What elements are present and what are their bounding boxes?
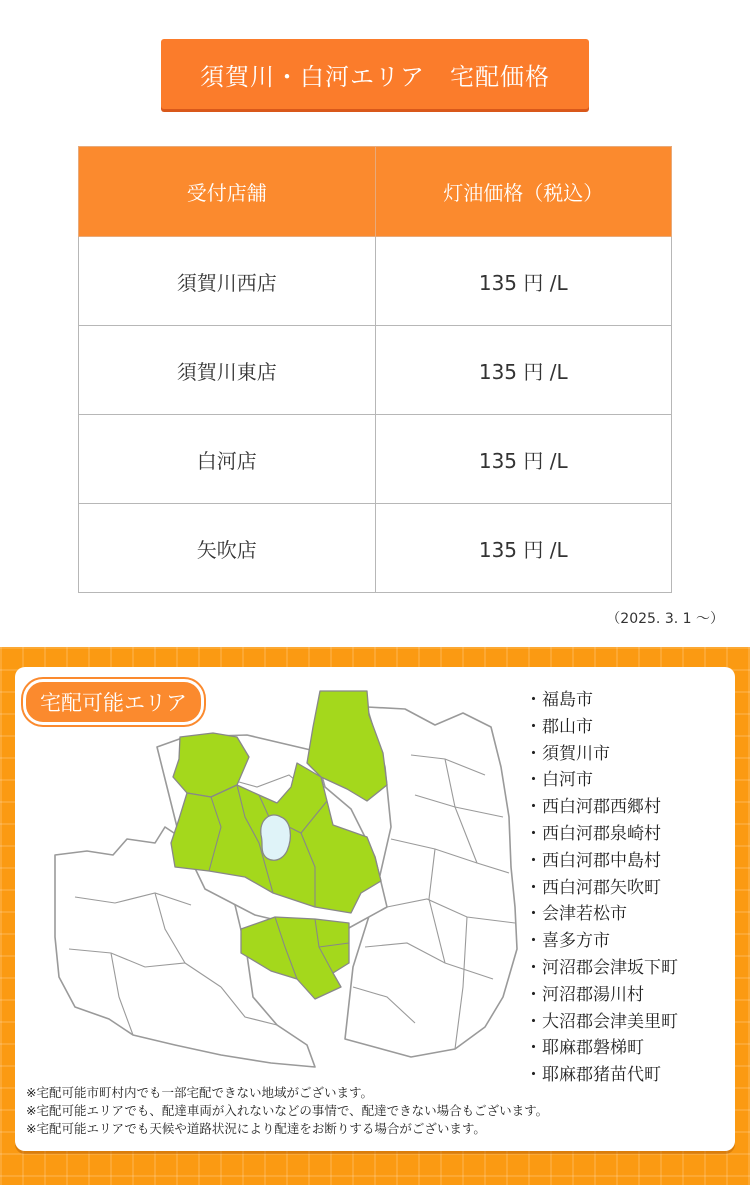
column-header-store: 受付店舗 (79, 147, 376, 237)
table-row (79, 326, 672, 415)
page-title: 須賀川・白河エリア 宅配価格 (161, 39, 589, 109)
store-name: 矢吹店 (79, 504, 376, 593)
map-area-shirakawa (241, 917, 349, 999)
table-row (79, 504, 672, 593)
list-item: ・会津若松市 (525, 904, 627, 925)
store-name: 須賀川西店 (79, 237, 376, 326)
delivery-area-list (525, 687, 678, 1089)
list-item: ・河沼郡湯川村 (525, 984, 644, 1005)
column-header-price: 灯油価格（税込） (375, 147, 672, 237)
list-item: ・福島市 (525, 690, 593, 710)
table-header-row (79, 147, 672, 237)
kerosene-price: 135 円 /L (375, 237, 672, 326)
list-item: ・須賀川市 (525, 743, 610, 764)
store-name: 須賀川東店 (79, 326, 376, 415)
list-item: ・西白河郡矢吹町 (525, 877, 661, 898)
delivery-area-section (0, 647, 750, 1185)
kerosene-price: 135 円 /L (375, 415, 672, 504)
note-text: ※宅配可能市町村内でも一部宅配できない地域がございます。 (26, 1085, 373, 1100)
list-item: ・郡山市 (525, 716, 593, 737)
list-item: ・耶麻郡磐梯町 (525, 1038, 644, 1059)
list-item: ・西白河郡泉崎村 (525, 823, 661, 844)
list-item: ・西白河郡中島村 (525, 850, 661, 871)
note-text: ※宅配可能エリアでも、配達車両が入れないなどの事情で、配達できない場合もございます。 (26, 1103, 549, 1118)
delivery-area-badge: 宅配可能エリア (23, 679, 204, 725)
delivery-area-card (15, 667, 735, 1151)
lake-inawashiro (261, 815, 291, 860)
note-text: ※宅配可能エリアでも天候や道路状況により配達をお断りする場合がございます。 (26, 1121, 486, 1136)
list-item: ・大沼郡会津美里町 (525, 1011, 678, 1032)
effective-date: （2025. 3. 1 〜） (606, 611, 724, 627)
list-item: ・白河市 (525, 770, 593, 791)
kerosene-price: 135 円 /L (375, 326, 672, 415)
list-item: ・喜多方市 (525, 931, 610, 952)
table-row (79, 237, 672, 326)
list-item: ・河沼郡会津坂下町 (525, 957, 678, 978)
list-item: ・耶麻郡猪苗代町 (525, 1065, 661, 1086)
table-row (79, 415, 672, 504)
delivery-notes (26, 1084, 548, 1138)
store-name: 白河店 (79, 415, 376, 504)
list-item: ・西白河郡西郷村 (525, 797, 661, 818)
kerosene-price: 135 円 /L (375, 504, 672, 593)
price-table (78, 146, 672, 593)
